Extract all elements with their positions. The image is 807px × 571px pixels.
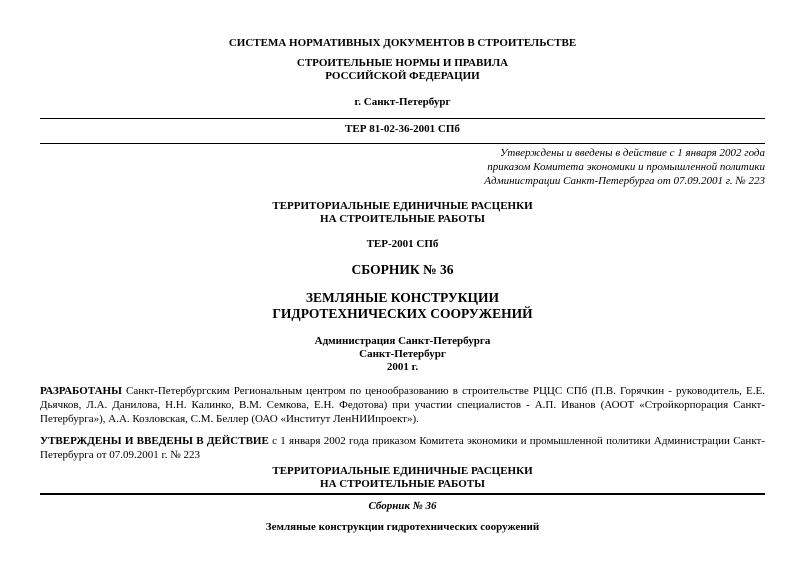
approval-note bbox=[435, 146, 765, 188]
approval-note-line3: Администрации Санкт-Петербурга от 07.09.2001 г. № 223 bbox=[484, 175, 765, 187]
approved-text: с 1 января 2002 года приказом Комитета экономики и промышленной политики Администрации Санкт-Петербурга от 07.09.2001 г. № 223 bbox=[40, 435, 765, 461]
document-code: ТЕР 81-02-36-2001 СПб bbox=[345, 123, 460, 135]
approved-paragraph bbox=[40, 434, 765, 462]
title-line2: НА СТРОИТЕЛЬНЫЕ РАБОТЫ bbox=[320, 213, 485, 225]
divider-top bbox=[40, 118, 765, 119]
divider-code bbox=[40, 143, 765, 144]
approval-note-line1: Утверждены и введены в действие с 1 января 2002 года bbox=[499, 147, 765, 159]
collection-title: СБОРНИК № 36 bbox=[351, 262, 454, 277]
publisher-admin: Администрация Санкт-Петербурга bbox=[314, 335, 491, 347]
approval-note-line2: приказом Комитета экономики и промышленной политики bbox=[487, 161, 765, 173]
section-subject: Земляные конструкции гидротехнических сооружений bbox=[265, 521, 540, 533]
norms-heading-line1: СТРОИТЕЛЬНЫЕ НОРМЫ И ПРАВИЛА bbox=[296, 57, 509, 69]
section-collection: Сборник № 36 bbox=[368, 500, 437, 512]
section-title-line1: ТЕРРИТОРИАЛЬНЫЕ ЕДИНИЧНЫЕ РАСЦЕНКИ bbox=[272, 465, 533, 477]
system-heading: СИСТЕМА НОРМАТИВНЫХ ДОКУМЕНТОВ В СТРОИТЕЛЬСТВЕ bbox=[228, 37, 577, 49]
section-title-line2: НА СТРОИТЕЛЬНЫЕ РАБОТЫ bbox=[320, 478, 485, 490]
title-line1: ТЕРРИТОРИАЛЬНЫЕ ЕДИНИЧНЫЕ РАСЦЕНКИ bbox=[272, 200, 533, 212]
norms-heading-line2: РОССИЙСКОЙ ФЕДЕРАЦИИ bbox=[325, 70, 480, 82]
publisher-city: Санкт-Петербург bbox=[359, 348, 446, 360]
subject-line1: ЗЕМЛЯНЫЕ КОНСТРУКЦИИ bbox=[305, 290, 500, 305]
developed-text: Санкт-Петербургским Региональным центром по ценообразованию в строительстве РЦЦС СПб (П.В. Горячкин - руководитель, Е.Е. Дьячков, Л.А. Данилова, Н.Н. Калинко, В.М. Семкова, Е.Н. Федотова) при участии специалистов - А.П. Иванов (АООТ «Стройкорпорация Санкт-Петербурга»), А.А. Козловская, С.М. Беллер (ОАО «Институт ЛенНИИпроект»). bbox=[40, 385, 765, 425]
subject-line2: ГИДРОТЕХНИЧЕСКИХ СООРУЖЕНИЙ bbox=[272, 306, 533, 321]
ter-code: ТЕР-2001 СПб bbox=[366, 238, 439, 250]
developed-paragraph bbox=[40, 384, 765, 426]
developed-label: РАЗРАБОТАНЫ bbox=[40, 385, 122, 397]
city-label: г. Санкт-Петербург bbox=[354, 96, 451, 108]
divider-section bbox=[40, 493, 765, 495]
publisher-year: 2001 г. bbox=[386, 361, 419, 373]
approved-label: УТВЕРЖДЕНЫ И ВВЕДЕНЫ В ДЕЙСТВИЕ bbox=[40, 435, 269, 447]
